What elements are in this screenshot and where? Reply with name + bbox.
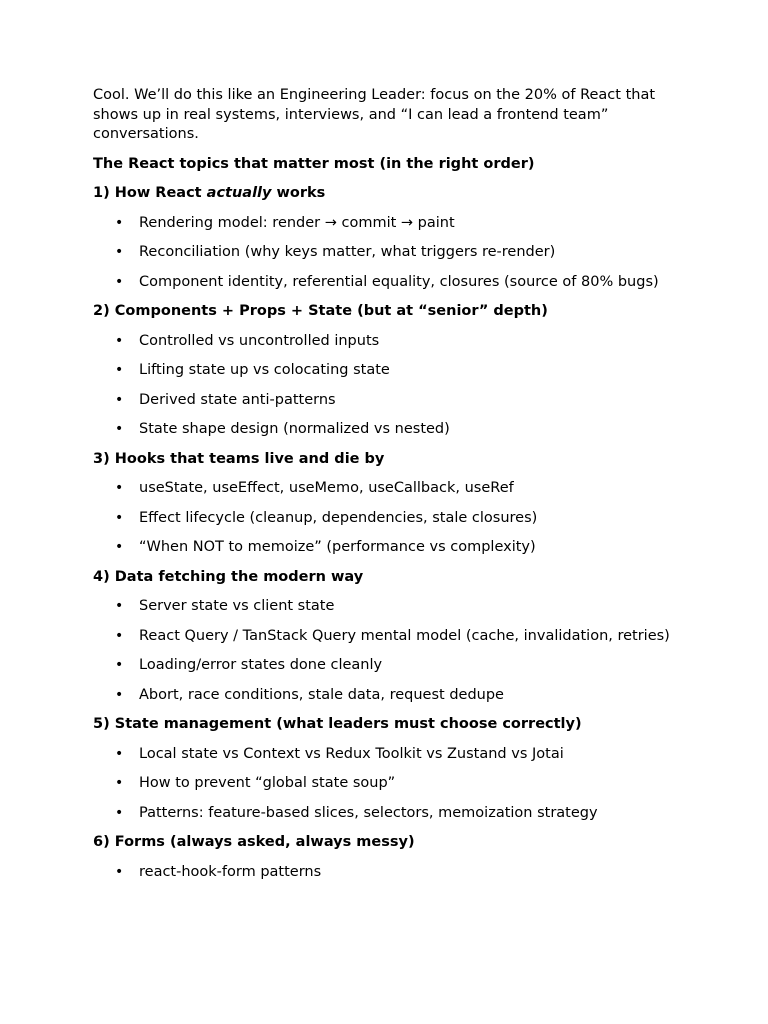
list-item-text: “When NOT to memoize” (performance vs complexity) — [139, 539, 536, 555]
bullet-icon: • — [115, 391, 124, 408]
list-item — [93, 361, 673, 381]
bullet-icon: • — [115, 362, 124, 378]
list-item-text: How to prevent “global state soup” — [139, 775, 396, 791]
bullet-icon: • — [115, 214, 124, 231]
bullet-icon: • — [115, 539, 124, 555]
section-heading — [93, 302, 673, 322]
list-item-text: useState, useEffect, useMemo, useCallback, useRef — [139, 480, 514, 496]
bullet-icon: • — [115, 598, 124, 614]
list-item — [93, 243, 673, 263]
section-heading-text: 2) Components + Props + State (but at “senior” depth) — [93, 303, 548, 319]
bullet-icon: • — [115, 686, 124, 703]
bullet-icon: • — [115, 863, 124, 880]
bullet-icon: • — [115, 244, 124, 260]
list-item — [93, 686, 673, 706]
list-item-text: Abort, race conditions, stale data, request dedupe — [139, 686, 504, 703]
list-item — [93, 863, 673, 883]
list-item — [93, 804, 673, 824]
section-heading-text-after: works — [271, 185, 326, 201]
list-item-text: Effect lifecycle (cleanup, dependencies, stale closures) — [139, 509, 538, 526]
list-item-text: react-hook-form patterns — [139, 863, 322, 880]
list-item-text: React Query / TanStack Query mental model (cache, invalidation, retries) — [139, 627, 670, 644]
list-item — [93, 479, 673, 499]
bullet-icon: • — [115, 804, 124, 821]
list-item — [93, 332, 673, 352]
bullet-list — [93, 479, 673, 558]
bullet-icon: • — [115, 421, 124, 437]
list-item-text: Patterns: feature-based slices, selectors, memoization strategy — [139, 804, 598, 821]
bullet-list — [93, 745, 673, 824]
list-item — [93, 509, 673, 529]
list-item — [93, 538, 673, 558]
document-heading: The React topics that matter most (in the right order) — [93, 155, 535, 172]
list-item-text: Controlled vs uncontrolled inputs — [139, 332, 380, 349]
list-item-text: Rendering model: render → commit → paint — [139, 214, 455, 231]
list-item — [93, 420, 673, 440]
bullet-icon: • — [115, 627, 124, 644]
bullet-list — [93, 214, 673, 293]
bullet-list — [93, 863, 673, 883]
list-item — [93, 214, 673, 234]
bullet-icon: • — [115, 775, 124, 791]
section-heading-text: 4) Data fetching the modern way — [93, 568, 364, 585]
section-heading — [93, 450, 673, 470]
section-heading-emphasis: actually — [206, 185, 272, 201]
list-item-text: Lifting state up vs colocating state — [139, 362, 390, 378]
section-heading-text: 3) Hooks that teams live and die by — [93, 450, 385, 467]
bullet-list — [93, 597, 673, 705]
list-item-text: Server state vs client state — [139, 598, 335, 614]
intro-paragraph: Cool. We’ll do this like an Engineering Leader: focus on the 20% of React that shows up in real systems, interviews, and “I can lead a frontend team” conversations. — [93, 87, 656, 142]
section-heading-text: 6) Forms (always asked, always messy) — [93, 834, 415, 850]
bullet-icon: • — [115, 657, 124, 673]
section-heading-text: 1) How React — [93, 185, 207, 201]
list-item-text: Component identity, referential equality, closures (source of 80% bugs) — [139, 273, 659, 290]
list-item-text: Reconciliation (why keys matter, what triggers re-render) — [139, 244, 556, 260]
list-item — [93, 627, 673, 647]
section-heading — [93, 833, 673, 853]
list-item — [93, 597, 673, 617]
list-item — [93, 273, 673, 293]
list-item — [93, 745, 673, 765]
sections-container — [93, 184, 673, 882]
bullet-icon: • — [115, 509, 124, 526]
list-item — [93, 774, 673, 794]
bullet-icon: • — [115, 480, 124, 496]
list-item-text: Derived state anti-patterns — [139, 391, 336, 408]
bullet-icon: • — [115, 332, 124, 349]
section-heading-text: 5) State management (what leaders must choose correctly) — [93, 716, 582, 732]
bullet-icon: • — [115, 745, 124, 762]
list-item — [93, 391, 673, 411]
section-heading — [93, 715, 673, 735]
list-item-text: Local state vs Context vs Redux Toolkit vs Zustand vs Jotai — [139, 745, 564, 762]
section-heading — [93, 568, 673, 588]
document-page — [93, 86, 673, 892]
section-heading — [93, 184, 673, 204]
bullet-list — [93, 332, 673, 440]
list-item — [93, 656, 673, 676]
list-item-text: State shape design (normalized vs nested) — [139, 421, 450, 437]
bullet-icon: • — [115, 273, 124, 290]
list-item-text: Loading/error states done cleanly — [139, 657, 383, 673]
